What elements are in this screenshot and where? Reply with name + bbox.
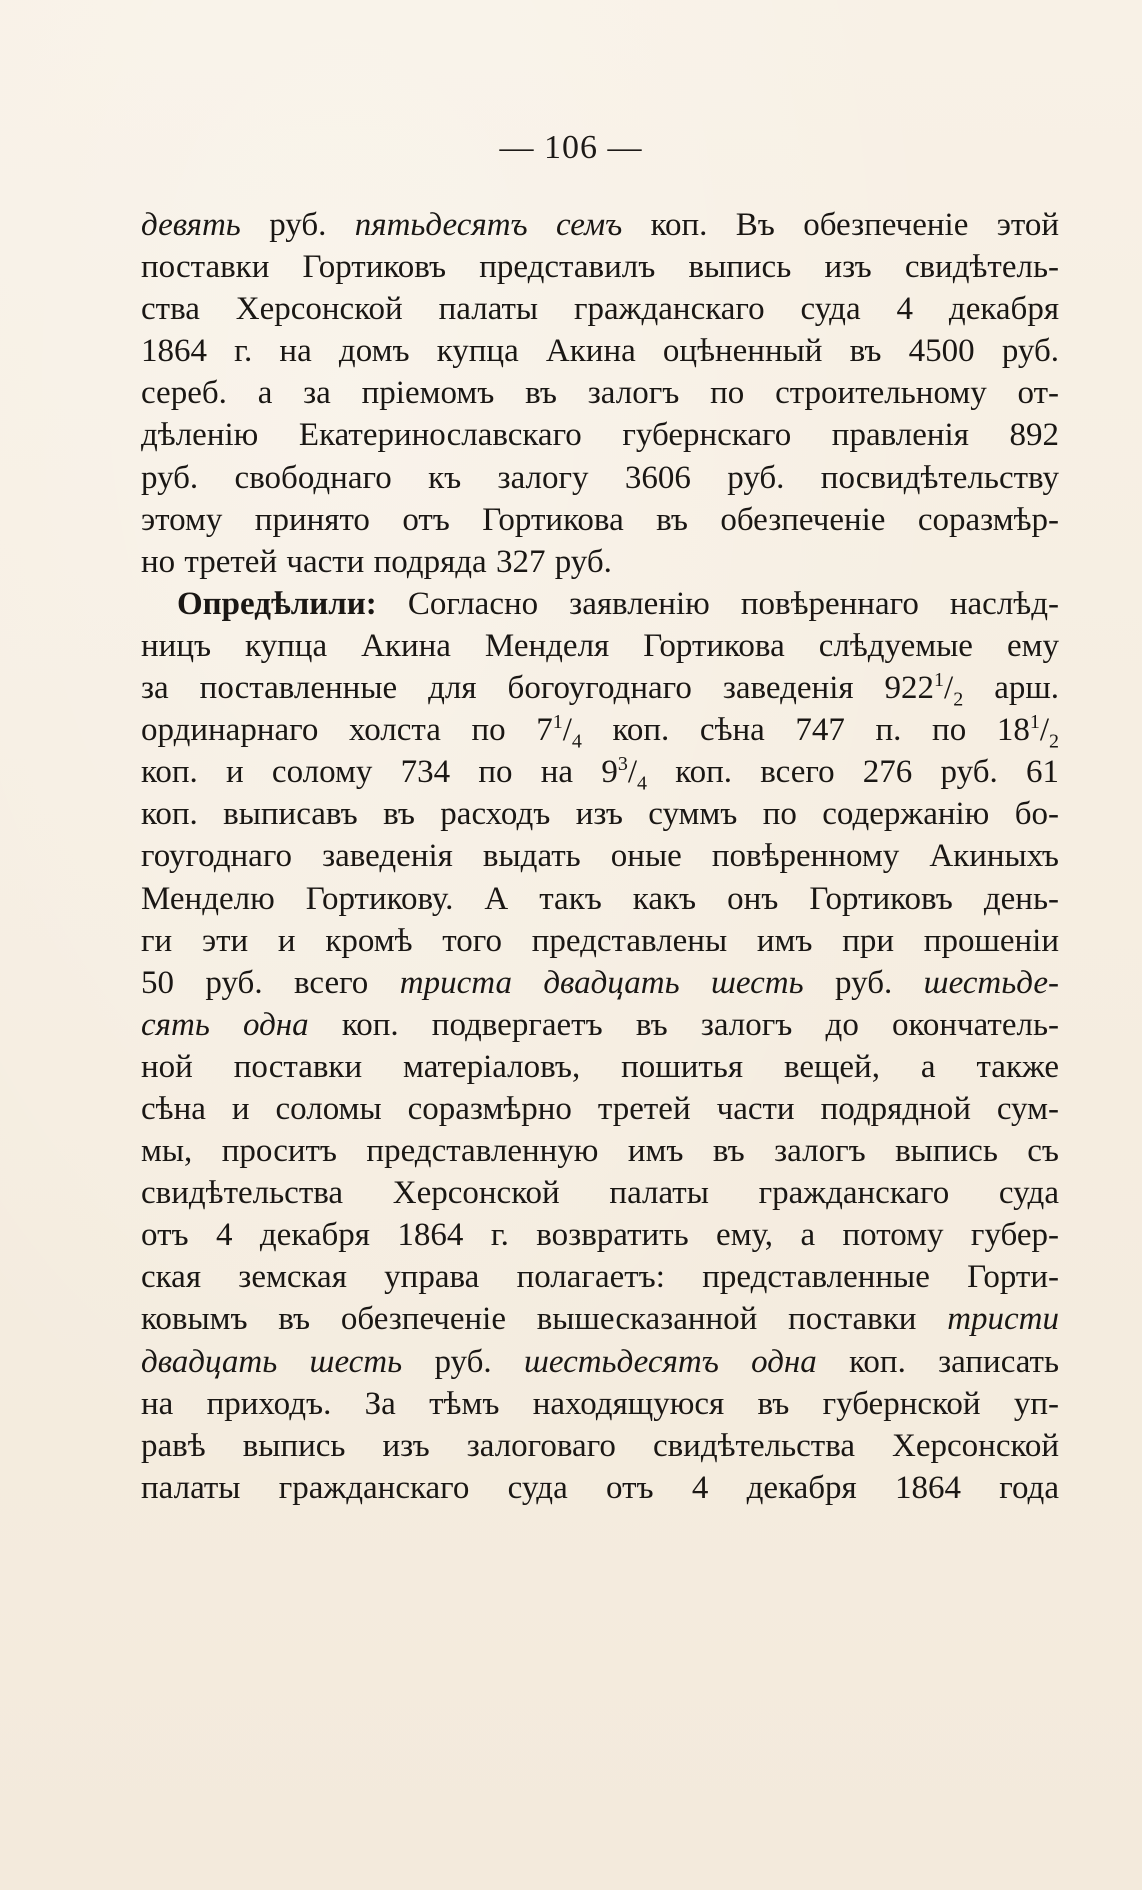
text-segment: равѣ выпись изъ залоговаго свидѣтельства Херсонской	[141, 1427, 1059, 1464]
fraction-numerator: 1	[1029, 711, 1040, 734]
text-line	[141, 1088, 1059, 1130]
text-line	[141, 1383, 1059, 1425]
text-segment: но третей части подряда 327 руб.	[141, 543, 612, 580]
fraction-denominator: 2	[1049, 730, 1059, 752]
italic-text: сять одна	[141, 1006, 309, 1043]
text-line	[141, 625, 1059, 667]
text-line	[141, 1425, 1059, 1467]
text-line	[141, 793, 1059, 835]
page-number: — 106 —	[499, 129, 643, 166]
text-segment: ницъ купца Акина Менделя Гортикова слѣдуемые ему	[141, 627, 1059, 664]
italic-text: триста двадцать шесть	[399, 964, 804, 1001]
text-line	[141, 1214, 1059, 1256]
text-line	[141, 1467, 1059, 1509]
italic-text: девять	[141, 207, 241, 243]
text-line	[141, 583, 1059, 625]
text-segment: мы, проситъ представленную имъ въ залогъ выпись съ	[141, 1133, 1059, 1170]
text-segment: свидѣтельства Херсонской палаты гражданскаго суда	[141, 1175, 1059, 1212]
text-segment: сѣна и соломы соразмѣрно третей части подрядной сум-	[141, 1090, 1059, 1127]
body-text	[141, 204, 1059, 1509]
fraction-denominator: 4	[571, 730, 582, 752]
text-segment: ординарнаго холста по 7	[141, 712, 553, 749]
text-line	[141, 246, 1059, 288]
text-segment: руб.	[803, 964, 924, 1001]
text-segment: коп. подвергаетъ въ залогъ до окончатель-	[308, 1006, 1059, 1043]
bold-heading-text: Опредѣлили:	[177, 585, 377, 622]
text-segment: коп. сѣна 747 п. по 18	[581, 712, 1030, 749]
text-segment: ги эти и кромѣ того представлены имъ при прошеніи	[141, 922, 1059, 959]
text-segment: руб.	[402, 1343, 524, 1380]
text-segment: арш.	[963, 670, 1059, 707]
text-line	[141, 962, 1059, 1004]
text-line	[141, 1130, 1059, 1172]
text-segment: /	[562, 712, 572, 749]
text-line	[141, 457, 1059, 499]
text-line	[141, 541, 1059, 583]
text-line	[141, 878, 1059, 920]
text-line	[141, 1341, 1059, 1383]
text-segment: палаты гражданскаго суда отъ 4 декабря 1864 года	[141, 1469, 1059, 1506]
text-segment: гоугоднаго заведенія выдать оные повѣренному Акиныхъ	[141, 838, 1059, 875]
fraction-numerator: 1	[552, 711, 563, 734]
italic-text: шестьдесятъ одна	[523, 1343, 817, 1380]
italic-text: шестьде-	[923, 964, 1059, 1001]
fraction-numerator: 1	[934, 669, 945, 692]
text-segment: 50 руб. всего	[141, 964, 400, 1001]
text-segment: Согласно заявленію повѣреннаго наслѣд-	[376, 585, 1059, 622]
text-segment: за поставленные для богоугоднаго заведенія 922	[141, 670, 935, 707]
text-segment: Менделю Гортикову. А такъ какъ онъ Гортиковъ день-	[141, 880, 1059, 917]
text-segment: /	[1039, 712, 1049, 749]
text-segment: ковымъ въ обезпеченіе вышесказанной поставки	[141, 1301, 948, 1338]
text-line	[141, 751, 1059, 793]
italic-text: тристи	[947, 1301, 1059, 1338]
text-segment: коп. всего 276 руб. 61	[647, 754, 1059, 791]
text-segment: поставки Гортиковъ представилъ выпись изъ свидѣтель-	[141, 249, 1059, 286]
text-segment: коп. записать	[816, 1343, 1059, 1380]
text-line	[141, 330, 1059, 372]
text-segment: руб. свободнаго къ залогу 3606 руб. посвидѣтельству	[141, 459, 1059, 496]
text-segment: коп. Въ обезпеченіе этой	[622, 207, 1059, 243]
fraction-denominator: 4	[637, 772, 647, 794]
text-line	[141, 1004, 1059, 1046]
text-segment: /	[627, 754, 637, 791]
text-line	[141, 1298, 1059, 1340]
text-segment: ства Херсонской палаты гражданскаго суда 4 декабря	[141, 291, 1059, 328]
text-segment: /	[944, 670, 954, 707]
text-line	[141, 499, 1059, 541]
text-line	[141, 709, 1059, 751]
italic-text: пятьдесятъ семъ	[354, 207, 623, 243]
text-line	[141, 835, 1059, 877]
text-segment: 1864 г. на домъ купца Акина оцѣненный въ 4500 руб.	[141, 333, 1059, 370]
text-line	[141, 288, 1059, 330]
text-segment: руб.	[240, 207, 355, 243]
text-segment: коп. и солому 734 по на 9	[141, 754, 618, 791]
text-line	[141, 372, 1059, 414]
text-segment: отъ 4 декабря 1864 г. возвратить ему, а потому губер-	[141, 1217, 1059, 1254]
text-segment: ной поставки матеріаловъ, пошитья вещей, а также	[141, 1048, 1059, 1085]
text-segment: дѣленію Екатеринославскаго губернскаго правленія 892	[141, 417, 1059, 454]
italic-text: двадцать шесть	[141, 1343, 403, 1380]
fraction-numerator: 3	[617, 753, 628, 776]
text-line	[141, 414, 1059, 456]
text-segment: ская земская управа полагаетъ: представленные Горти-	[141, 1259, 1059, 1296]
text-line	[141, 920, 1059, 962]
text-segment: на приходъ. За тѣмъ находящуюся въ губернской уп-	[141, 1385, 1059, 1422]
text-line	[141, 1256, 1059, 1298]
text-line	[141, 1172, 1059, 1214]
text-segment: сереб. а за пріемомъ въ залогъ по строительному от-	[141, 375, 1059, 412]
fraction-denominator: 2	[953, 688, 964, 710]
text-segment: коп. выписавъ въ расходъ изъ суммъ по содержанію бо-	[141, 796, 1059, 833]
text-line	[141, 204, 1059, 246]
text-segment: этому принято отъ Гортикова въ обезпеченіе соразмѣр-	[141, 501, 1059, 538]
text-line	[141, 667, 1059, 709]
text-line	[141, 1046, 1059, 1088]
